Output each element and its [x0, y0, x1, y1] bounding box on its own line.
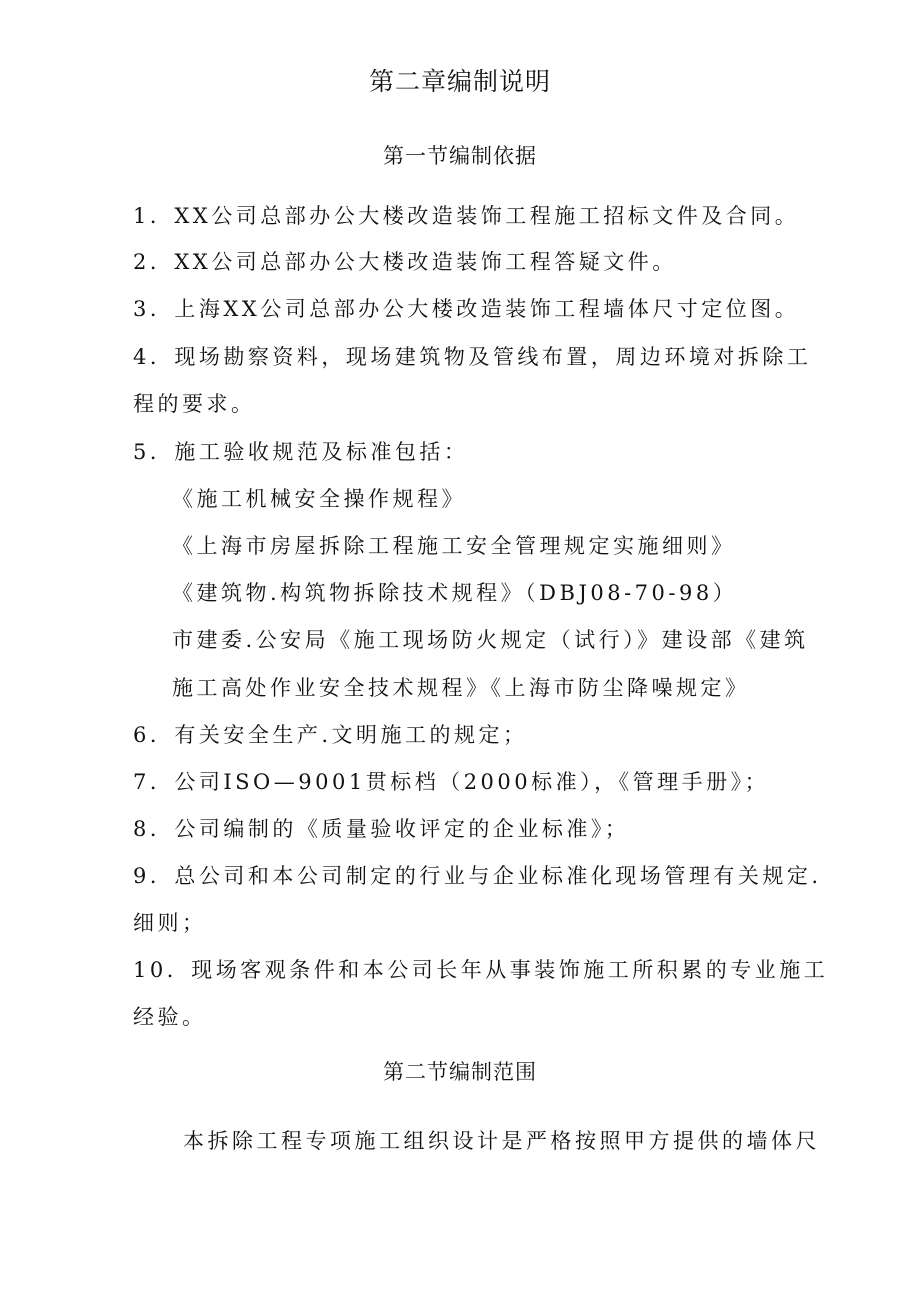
chapter-title: 第二章编制说明 [368, 67, 551, 96]
section-title: 第一节编制依据 [383, 144, 537, 168]
standard-item: 《施工机械安全操作规程》 [172, 487, 466, 511]
list-item: 10．现场客观条件和本公司长年从事装饰施工所积累的专业施工 [133, 958, 829, 982]
list-item-continuation: 细则； [133, 911, 207, 935]
list-item-continuation: 程的要求。 [133, 392, 256, 416]
standard-item: 施工高处作业安全技术规程》《上海市防尘降噪规定》 [172, 676, 750, 700]
list-item: 6．有关安全生产.文明施工的规定； [133, 723, 528, 747]
list-item: 2．XX公司总部办公大楼改造装饰工程答疑文件。 [133, 250, 677, 274]
list-item: 3．上海XX公司总部办公大楼改造装饰工程墙体尺寸定位图。 [133, 297, 800, 321]
list-item: 7．公司ISO—9001贯标档（2000标准），《管理手册》； [133, 770, 770, 794]
list-item: 8．公司编制的《质量验收评定的企业标准》； [133, 817, 630, 841]
section-title: 第二节编制范围 [383, 1060, 537, 1084]
standard-item: 市建委.公安局《施工现场防火规定（试行）》建设部《建筑 [172, 628, 809, 652]
paragraph-line: 本拆除工程专项施工组织设计是严格按照甲方提供的墙体尺 [183, 1129, 820, 1153]
list-item: 5．施工验收规范及标准包括： [133, 440, 469, 464]
list-item: 1．XX公司总部办公大楼改造装饰工程施工招标文件及合同。 [133, 204, 800, 228]
standard-item: 《建筑物.构筑物拆除技术规程》（DBJ08-70-98） [172, 581, 738, 605]
list-item: 9．总公司和本公司制定的行业与企业标准化现场管理有关规定. [133, 864, 822, 888]
list-item-continuation: 经验。 [133, 1005, 207, 1029]
standard-item: 《上海市房屋拆除工程施工安全管理规定实施细则》 [172, 534, 736, 558]
list-item: 4．现场勘察资料，现场建筑物及管线布置，周边环境对拆除工 [133, 345, 812, 369]
